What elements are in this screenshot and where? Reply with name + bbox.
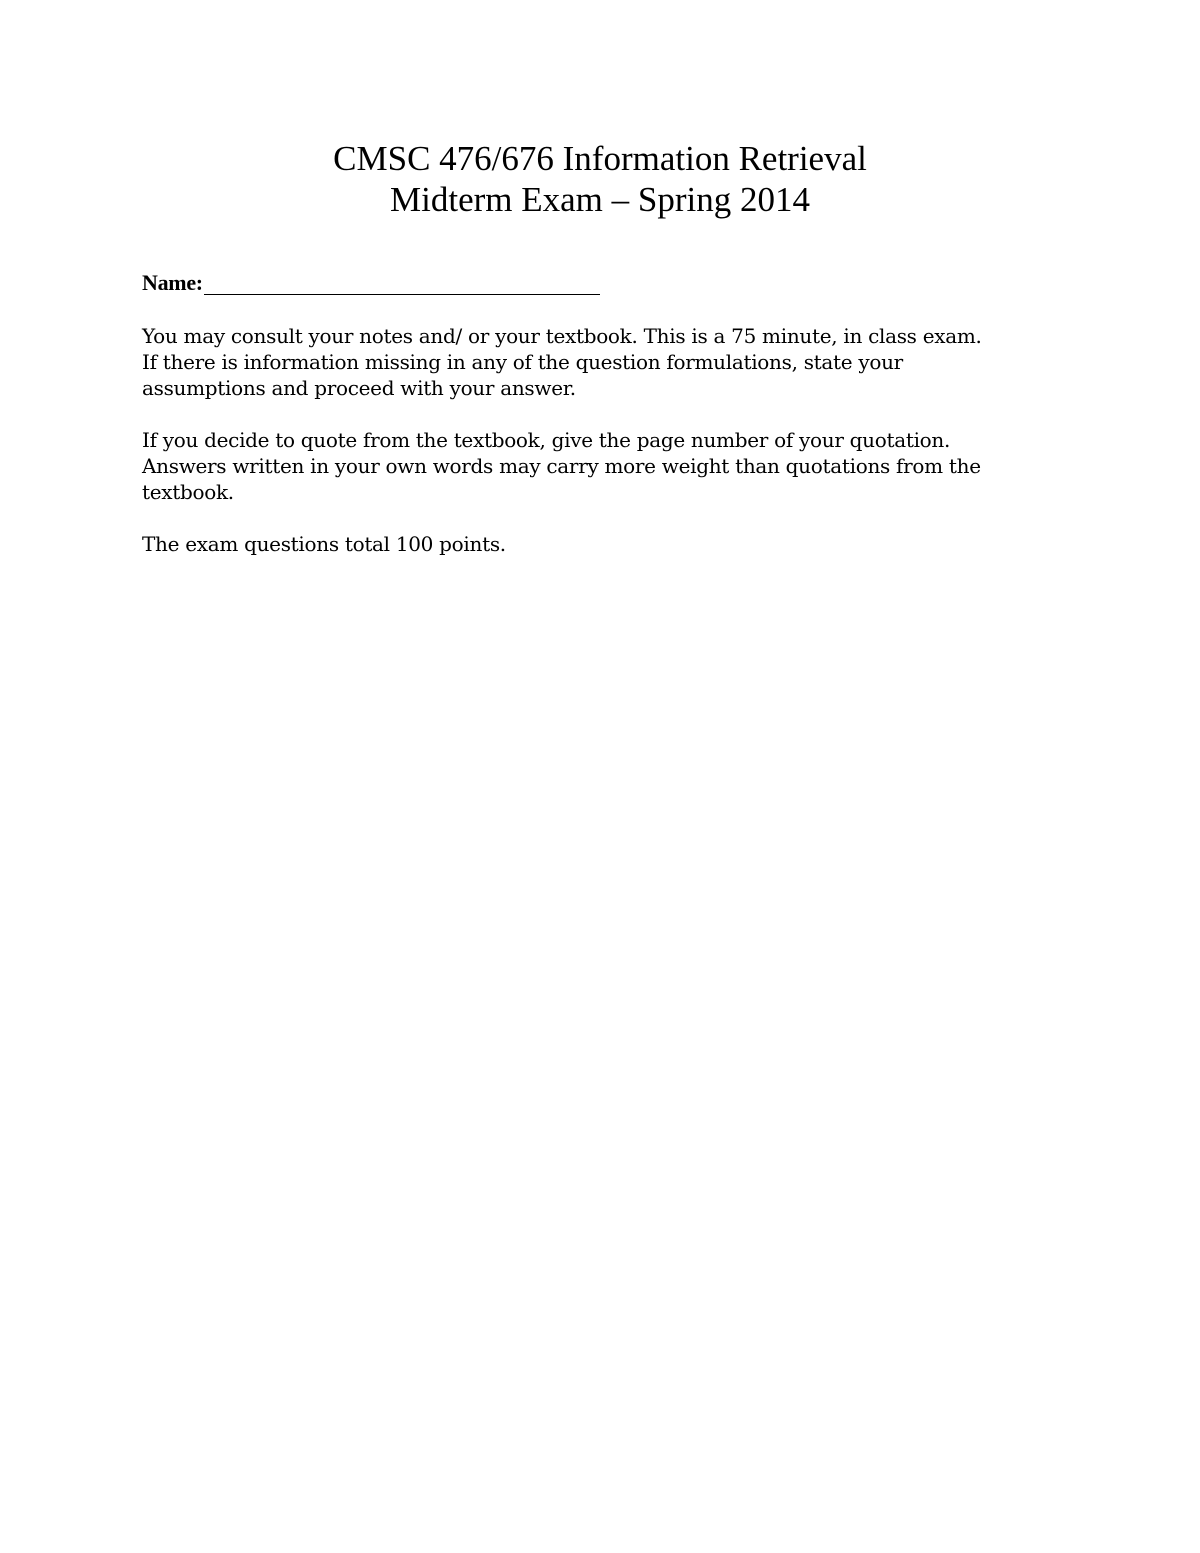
instructions-paragraph-3 <box>142 531 1062 557</box>
instructions-section <box>142 268 1062 557</box>
instructions-paragraph-1 <box>142 323 1062 401</box>
text-line: Answers written in your own words may carry more weight than quotations from the <box>142 454 981 478</box>
text-line: If you decide to quote from the textbook, give the page number of your quotation. <box>142 428 951 452</box>
exam-title <box>0 138 1200 220</box>
exam-subtitle: Midterm Exam – Spring 2014 <box>390 180 810 219</box>
name-blank-line <box>204 272 600 295</box>
text-line: If there is information missing in any of the question formulations, state your <box>142 350 903 374</box>
name-label: Name: <box>142 270 203 295</box>
text-line: textbook. <box>142 480 234 504</box>
text-line: assumptions and proceed with your answer. <box>142 376 576 400</box>
text-line: You may consult your notes and/ or your textbook. This is a 75 minute, in class exam. <box>142 324 982 348</box>
course-title: CMSC 476/676 Information Retrieval <box>333 139 867 178</box>
text-line: The exam questions total 100 points. <box>142 532 506 556</box>
name-field <box>142 268 1062 298</box>
instructions-paragraph-2 <box>142 427 1062 505</box>
